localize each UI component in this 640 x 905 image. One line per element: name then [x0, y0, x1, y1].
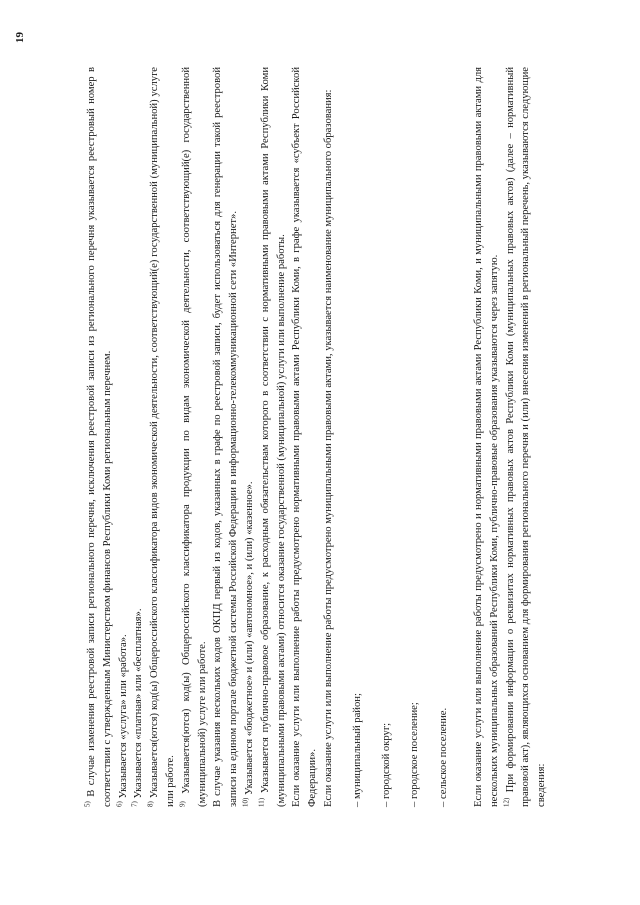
footnote-12: [503, 67, 550, 807]
footnote-mark: 7): [130, 801, 139, 807]
footnote-mark: 5): [83, 801, 92, 807]
footnote-text: Указывается «услуга» или «работа».: [117, 634, 129, 799]
subject-note: Если оказание услуги или выполнение работы предусмотрено нормативными правовыми актами Республики Коми, в графе указывается «субъект Российской Федерации».: [291, 67, 319, 807]
footnote-mark: 10): [241, 797, 250, 807]
footnote-7: [131, 67, 147, 807]
municipal-type-item: – городской округ;: [380, 722, 392, 807]
footnote-5: [84, 67, 116, 807]
footnote-text: В случае изменения реестровой записи регионального перечня, исключения реестровой записи из регионального перечня указывается реестровый номер в соответствии с утвержденным Министерством финансов Республики Коми региональным перечнем.: [86, 66, 113, 807]
joint-note: Если оказание услуги или выполнение работы предусмотрено и нормативными правовыми актами Республики Коми, и муниципальными правовыми актами для нескольких муниципальных образований Республики Коми, публично-правовые образования указываются через запятую.: [472, 67, 500, 807]
footnote-8: [147, 67, 179, 807]
footnote-mark: 12): [502, 797, 510, 807]
municipal-type-item: – муниципальный район;: [351, 693, 363, 807]
footnote-9: [179, 67, 211, 807]
footnote-mark: 8): [146, 801, 155, 807]
footnote-text: При формировании информации о реквизитах нормативных правовых актов Республики Коми (муниципальных правовых актов) (далее – нормативный правовой акт), являющихся основанием для формирования регионального перечня и (или) внесения изменений в региональный перечень, указываются следующие сведения:: [504, 67, 548, 807]
municipal-note: Если оказание услуги или выполнение работы предусмотрено муниципальными правовыми актами, указывается наименование муниципального образования:: [322, 89, 334, 807]
footnote-11: [258, 67, 290, 807]
municipal-type-item: – сельское поселение.: [438, 707, 450, 807]
page-number: 19: [14, 32, 26, 43]
footnote-10: [242, 67, 258, 807]
footnote-text: Указывается(ются) код(ы) Общероссийского классификатора видов экономической деятельности, соответствующий(е) государственной (муниципальной) услуге или работе.: [149, 67, 176, 807]
footnote-mark: 9): [178, 801, 187, 807]
footnote-6: [116, 67, 132, 807]
municipal-type-item: – городское поселение;: [409, 702, 421, 807]
footnote-mark: 6): [115, 801, 124, 807]
footnote-mark: 11): [257, 797, 266, 807]
okpd-note: В случае указания нескольких кодов ОКПД первый из кодов, указанных в графе по реестровой записи, будет использоваться для генерации такой реестровой записи на едином портале бюджетной системы Российской Федерации в информационно-телекоммуникационной сети «Интернет».: [212, 67, 240, 807]
footnote-text: Указывается(ются) код(ы) Общероссийского классификатора продукции по видам экономической деятельности, соответствующий(е) государственной (муниципальной) услуге или работе.: [180, 67, 208, 807]
footnote-text: Указывается публично-правовое образование, к расходным обязательствам которого в соответствии с нормативными правовыми актами Республики Коми (муниципальными правовыми актами) относится оказание государственной (муниципальной) услуги или выполнение работы.: [259, 67, 287, 807]
footnote-text: Указывается «бюджетное» и (или) «автономное», и (или) «казенное».: [243, 481, 255, 795]
footnote-text: Указывается «платная» или «бесплатная».: [133, 608, 145, 799]
footnotes-body: [84, 67, 550, 807]
